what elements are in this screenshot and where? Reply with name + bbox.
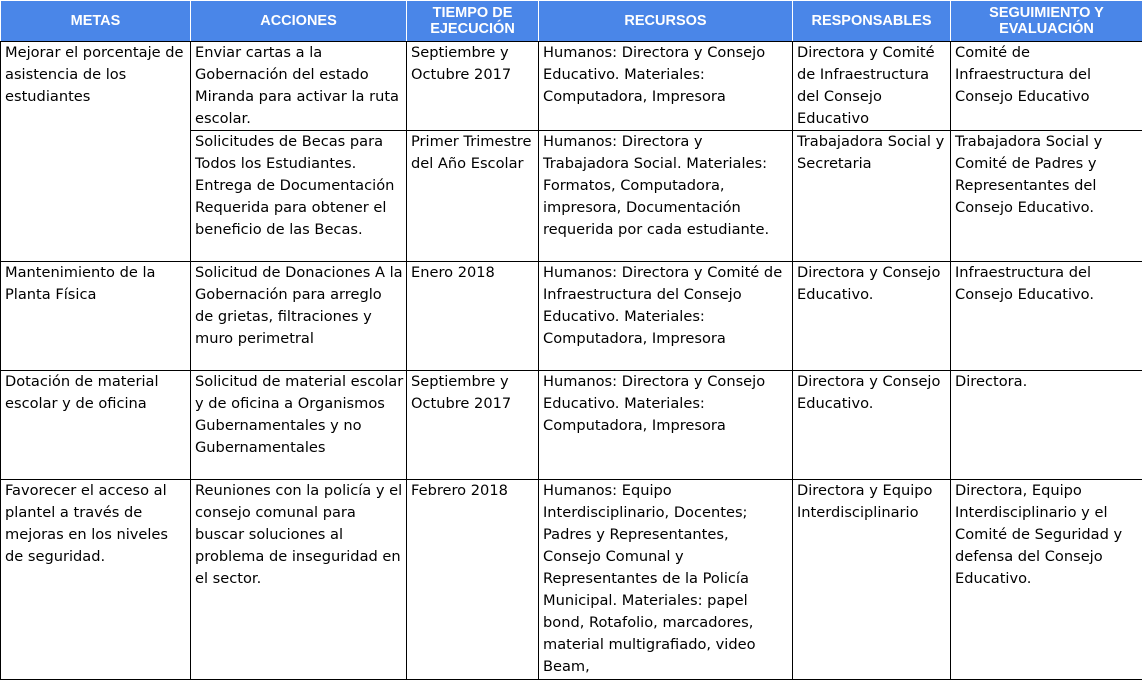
cell-meta: Favorecer el acceso al plantel a través de mejoras en los niveles de seguridad. — [1, 480, 191, 680]
header-seguimiento — [951, 1, 1142, 42]
cell-meta: Dotación de material escolar y de oficina — [1, 371, 191, 480]
cell-tiempo: Enero 2018 — [407, 262, 539, 371]
cell-tiempo: Febrero 2018 — [407, 480, 539, 680]
table-row — [1, 480, 1142, 680]
cell-tiempo: Septiembre y Octubre 2017 — [407, 371, 539, 480]
header-responsables: RESPONSABLES — [793, 1, 951, 42]
cell-accion: Solicitudes de Becas para Todos los Estudiantes. Entrega de Documentación Requerida para obtener el beneficio de las Becas. — [191, 131, 407, 262]
header-metas: METAS — [1, 1, 191, 42]
cell-tiempo: Primer Trimestre del Año Escolar — [407, 131, 539, 262]
cell-recursos: Humanos: Equipo Interdisciplinario, Docentes; Padres y Representantes, Consejo Comunal y Representantes de la Policía Municipal. Materiales: papel bond, Rotafolio, marcadores, material multigrafiado, video Beam, — [539, 480, 793, 680]
cell-seguimiento: Comité de Infraestructura del Consejo Educativo — [951, 42, 1142, 131]
cell-recursos: Humanos: Directora y Consejo Educativo. Materiales: Computadora, Impresora — [539, 371, 793, 480]
header-seguimiento-line1: SEGUIMIENTO Y — [989, 5, 1104, 21]
cell-recursos: Humanos: Directora y Consejo Educativo. Materiales: Computadora, Impresora — [539, 42, 793, 131]
cell-responsables: Directora y Equipo Interdisciplinario — [793, 480, 951, 680]
table-row — [1, 262, 1142, 371]
cell-seguimiento: Directora, Equipo Interdisciplinario y el Comité de Seguridad y defensa del Consejo Educativo. — [951, 480, 1142, 680]
cell-accion: Enviar cartas a la Gobernación del estado Miranda para activar la ruta escolar. — [191, 42, 407, 131]
header-acciones: ACCIONES — [191, 1, 407, 42]
cell-responsables: Directora y Consejo Educativo. — [793, 262, 951, 371]
cell-meta: Mejorar el porcentaje de asistencia de los estudiantes — [1, 42, 191, 262]
header-seguimiento-line2: EVALUACIÓN — [999, 21, 1094, 37]
cell-accion: Reuniones con la policía y el consejo comunal para buscar soluciones al problema de inseguridad en el sector. — [191, 480, 407, 680]
cell-seguimiento: Trabajadora Social y Comité de Padres y Representantes del Consejo Educativo. — [951, 131, 1142, 262]
cell-recursos: Humanos: Directora y Comité de Infraestructura del Consejo Educativo. Materiales: Computadora, Impresora — [539, 262, 793, 371]
cell-responsables: Trabajadora Social y Secretaria — [793, 131, 951, 262]
header-tiempo-line2: EJECUCIÓN — [430, 21, 515, 37]
cell-meta: Mantenimiento de la Planta Física — [1, 262, 191, 371]
table-row — [1, 42, 1142, 131]
cell-accion: Solicitud de material escolar y de oficina a Organismos Gubernamentales y no Gubernamentales — [191, 371, 407, 480]
cell-recursos: Humanos: Directora y Trabajadora Social. Materiales: Formatos, Computadora, impresora, Documentación requerida por cada estudiante. — [539, 131, 793, 262]
cell-seguimiento: Infraestructura del Consejo Educativo. — [951, 262, 1142, 371]
header-recursos: RECURSOS — [539, 1, 793, 42]
table-row — [1, 371, 1142, 480]
header-row — [1, 1, 1142, 42]
cell-tiempo: Septiembre y Octubre 2017 — [407, 42, 539, 131]
header-tiempo-line1: TIEMPO DE — [432, 5, 513, 21]
header-tiempo — [407, 1, 539, 42]
cell-responsables: Directora y Comité de Infraestructura del Consejo Educativo — [793, 42, 951, 131]
cell-seguimiento: Directora. — [951, 371, 1142, 480]
cell-accion: Solicitud de Donaciones A la Gobernación para arreglo de grietas, filtraciones y muro perimetral — [191, 262, 407, 371]
cell-responsables: Directora y Consejo Educativo. — [793, 371, 951, 480]
